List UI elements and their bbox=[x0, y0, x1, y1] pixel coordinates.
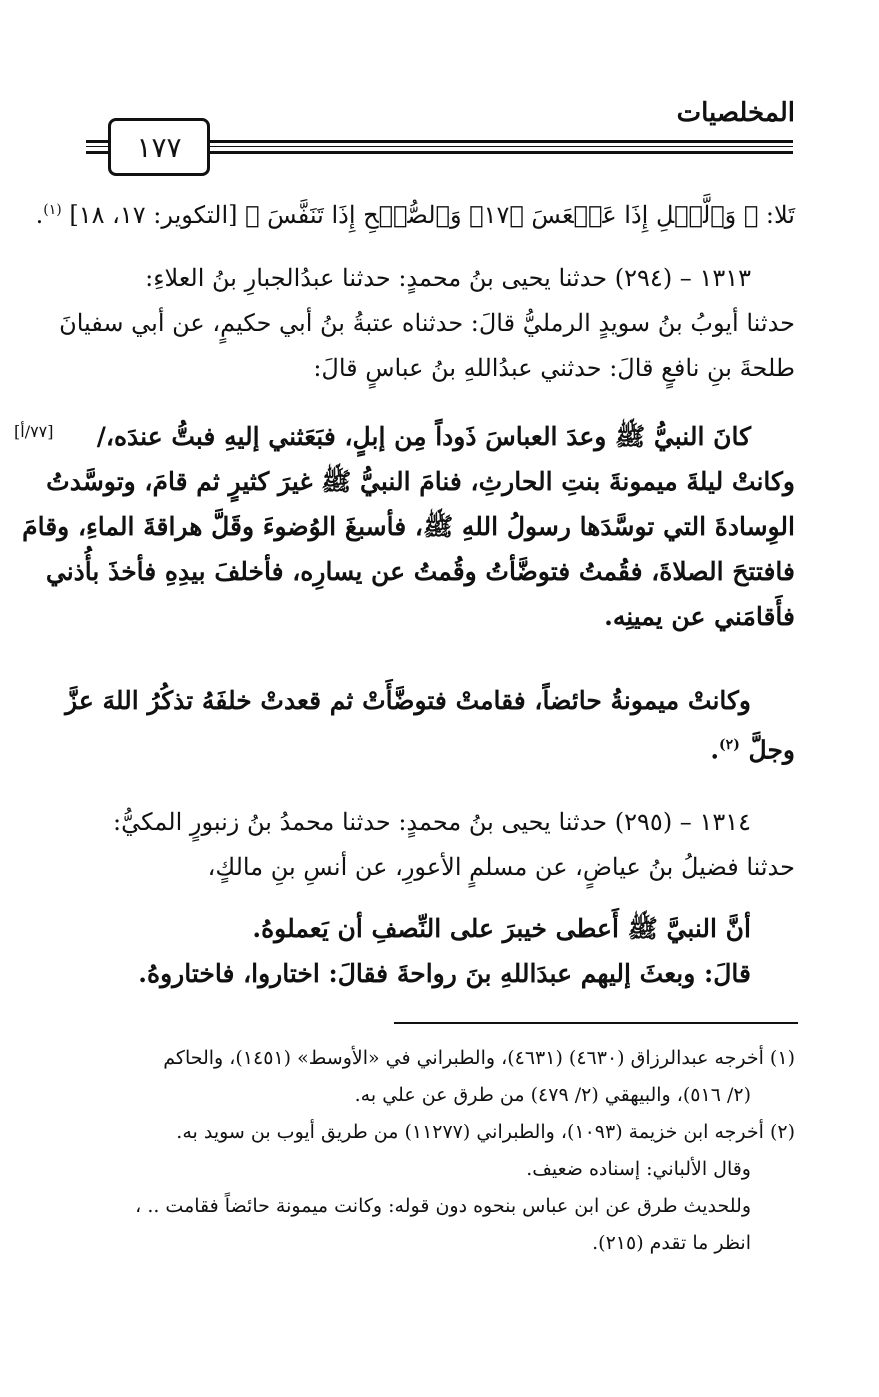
text-line: فافتتحَ الصلاةَ، فقُمتُ فتوضَّأتُ وقُمتُ عن يسارِه، فأخلفَ بيدِهِ فأخذَ بأُذني bbox=[45, 557, 795, 586]
footnote-ref: (١) bbox=[43, 202, 62, 218]
footnote-line: وللحديث طرق عن ابن عباس بنحوه دون قوله: وكانت ميمونة حائضاً فقامت .. ، bbox=[135, 1195, 751, 1217]
footnote-ref: (٢) bbox=[719, 737, 740, 753]
text-line: حدثنا أيوبُ بنُ سويدٍ الرمليُّ قالَ: حدثناه عتبةُ بنُ أبي حكيمٍ، عن أبي سفيانَ bbox=[59, 309, 795, 337]
text-line: وجلَّ $^{(٢)}$. bbox=[710, 735, 795, 765]
footnote-line: (١) أخرجه عبدالرزاق (٤٦٣٠) (٤٦٣١)، والطبراني في «الأوسط» (١٤٥١)، والحاكم bbox=[163, 1047, 795, 1069]
page-number: ١٧٧ bbox=[136, 130, 182, 164]
text-line: وكانتْ ميمونةُ حائضاً، فقامتْ فتوضَّأَتْ ثم قعدتْ خلفَهُ تذكُرُ اللهَ عزَّ bbox=[65, 686, 751, 715]
footnotes bbox=[83, 1040, 795, 1262]
running-header-title: المخلصيات bbox=[676, 98, 795, 128]
footnote-line: انظر ما تقدم (٢١٥). bbox=[592, 1232, 751, 1254]
text-line: وكانتْ ليلةَ ميمونةَ بنتِ الحارثِ، فنامَ النبيُّ ﷺ غيرَ كثيرٍ ثم قامَ، وتوسَّدتُ bbox=[46, 467, 795, 496]
text-line: قالَ: وبعثَ إليهم عبدَاللهِ بنَ رواحةَ فقالَ: اختاروا، فاختاروهُ. bbox=[138, 959, 751, 988]
text-line: حدثنا فضيلُ بنُ عياضٍ، عن مسلمٍ الأعورِ، عن أنسِ بنِ مالكٍ، bbox=[207, 853, 795, 881]
text-line: ١٣١٤ – (٢٩٥) حدثنا يحيى بنُ محمدٍ: حدثنا محمدُ بنُ زنبورٍ المكيُّ: bbox=[113, 808, 751, 836]
hadith-1314-isnad bbox=[83, 800, 795, 890]
page-number-box bbox=[108, 118, 210, 176]
verse-paragraph bbox=[35, 188, 795, 238]
footnote-line: وقال الألباني: إسناده ضعيف. bbox=[526, 1158, 751, 1180]
text-line: طلحةَ بنِ نافعٍ قالَ: حدثني عبدُاللهِ بنُ عباسٍ قالَ: bbox=[313, 354, 795, 382]
hadith-1314-matn bbox=[83, 906, 795, 996]
footnote-line: (٢/ ٥١٦)، والبيهقي (٢/ ٤٧٩) من طرق عن علي به. bbox=[354, 1084, 751, 1106]
text-line: أنَّ النبيَّ ﷺ أَعطى خيبرَ على النِّصفِ أن يَعملوهُ. bbox=[252, 914, 751, 943]
manuscript-folio-note: [٧٧/أ] bbox=[14, 422, 54, 441]
text-line: فأَقامَني عن يمينِه. bbox=[604, 602, 795, 631]
footnote-line: (٢) أخرجه ابن خزيمة (١٠٩٣)، والطبراني (١١٢٧٧) من طريق أيوب بن سويد به. bbox=[176, 1121, 795, 1143]
verse-line: تَلا: ﴿ وَٱلَّيۡلِ إِذَا عَسۡعَسَ ﴿١٧﴾ وَٱلصُّبۡحِ إِذَا تَنَفَّسَ ﴾ [التكوير: ١٧، ١٨] $^{(١)}$. bbox=[35, 201, 795, 229]
hadith-1313-matn-continued bbox=[65, 678, 795, 772]
text-line: الوِسادةَ التي توسَّدَها رسولُ اللهِ ﷺ، فأسبغَ الوُضوءَ وقَلَّ هراقةَ الماءِ، وقامَ bbox=[22, 512, 795, 541]
text-line: ١٣١٣ – (٢٩٤) حدثنا يحيى بنُ محمدٍ: حدثنا عبدُالجبارِ بنُ العلاءِ: bbox=[145, 264, 751, 292]
text-line: كانَ النبيُّ ﷺ وعدَ العباسَ ذَوداً مِن إبلٍ، فبَعَثني إليهِ فبتُّ عندَه،/ bbox=[96, 422, 751, 451]
footnote-separator bbox=[394, 1022, 798, 1024]
hadith-1313-isnad bbox=[59, 256, 795, 391]
